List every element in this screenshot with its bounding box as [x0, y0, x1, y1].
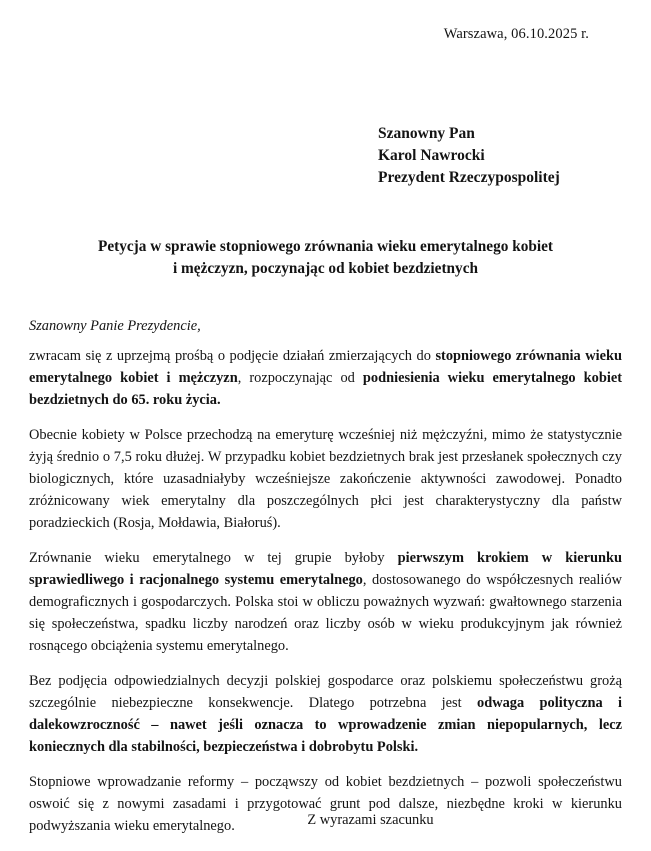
paragraph-3: [29, 548, 622, 657]
emphasis-run: pierwszym krokiem w kierunku sprawiedliwego i racjonalnego systemu emerytalnego: [29, 550, 622, 589]
emphasis-run: stopniowego zrównania wieku emerytalnego kobiet i mężczyzn: [29, 348, 622, 386]
text-run: zwracam się z uprzejmą prośbą o podjęcie działań zmierzających do: [29, 348, 436, 364]
text-run: Stopniowe wprowadzanie reformy – począwszy od kobiet bezdzietnych – pozwoli społeczeństwu oswoić się z nowymi zasadami i przygotować grunt pod dalsze, niezbędne kroki w kierunku podwyższania wieku emerytalnego.: [29, 774, 622, 834]
paragraph-1: [29, 346, 622, 412]
text-run: , rozpoczynając od: [237, 369, 363, 386]
closing-line: [0, 812, 651, 829]
text-run: Bez podjęcia odpowiedzialnych decyzji polskiej gospodarce oraz polskiemu społeczeństwu grożą szczególnie niebezpieczne konsekwencje. Dlatego potrzebna jest: [29, 673, 622, 711]
page-title: [29, 236, 622, 280]
text-run: Obecnie kobiety w Polsce przechodzą na emeryturę wcześniej niż mężczyźni, mimo że statystycznie żyją średnio o 7,5 roku dłużej. W przypadku kobiet bezdzietnych brak jest przesłanek społecznych czy biologicznych, które uzasadniałyby wcześniejsze zakończenie aktywności zawodowej. Ponadto zróżnicowany wiek emerytalny dla poszczególnych płci jest charakterystyczny dla państw poradzieckich (Rosja, Mołdawia, Białoruś).: [29, 427, 622, 531]
paragraph-2: [29, 425, 622, 534]
paragraph-4: [29, 671, 622, 759]
addressee-line-1: Szanowny Pan: [378, 125, 475, 142]
emphasis-run: podniesienia wieku emerytalnego kobiet bezdzietnych do 65. roku życia.: [29, 369, 623, 408]
title-line-1: Petycja w sprawie stopniowego zrównania wieku emerytalnego kobiet: [97, 238, 554, 255]
emphasis-run: odwaga polityczna i dalekowzroczność – nawet jeśli oznacza to wprowadzenie zmian niepopularnych, lecz koniecznych dla stabilności, bezpieczeństwa i dobrobytu Polski.: [29, 694, 622, 755]
addressee-line-2: Karol Nawrocki: [378, 147, 485, 164]
date-line: Warszawa, 06.10.2025 r.: [443, 26, 589, 42]
title-line-2: i mężczyzn, poczynając od kobiet bezdzietnych: [172, 260, 479, 278]
closing-text: Z wyrazami szacunku: [307, 812, 434, 828]
letter-body: [29, 346, 622, 851]
addressee-line-3: Prezydent Rzeczypospolitej: [378, 169, 560, 186]
text-run: , dostosowanego do współczesnych realiów demograficznych i gospodarczych. Polska stoi w obliczu poważnych wyzwań: gwałtownego starzenia się społeczeństwa, spadku liczby narodzeń oraz liczby osób w wieku produkcyjnym jak również rosnącego obciążenia systemu emerytalnego.: [29, 572, 622, 654]
text-run: Zrównanie wieku emerytalnego w tej grupie byłoby: [29, 550, 398, 567]
addressee-block: [378, 123, 560, 189]
salutation: Szanowny Panie Prezydencie,: [29, 318, 201, 334]
